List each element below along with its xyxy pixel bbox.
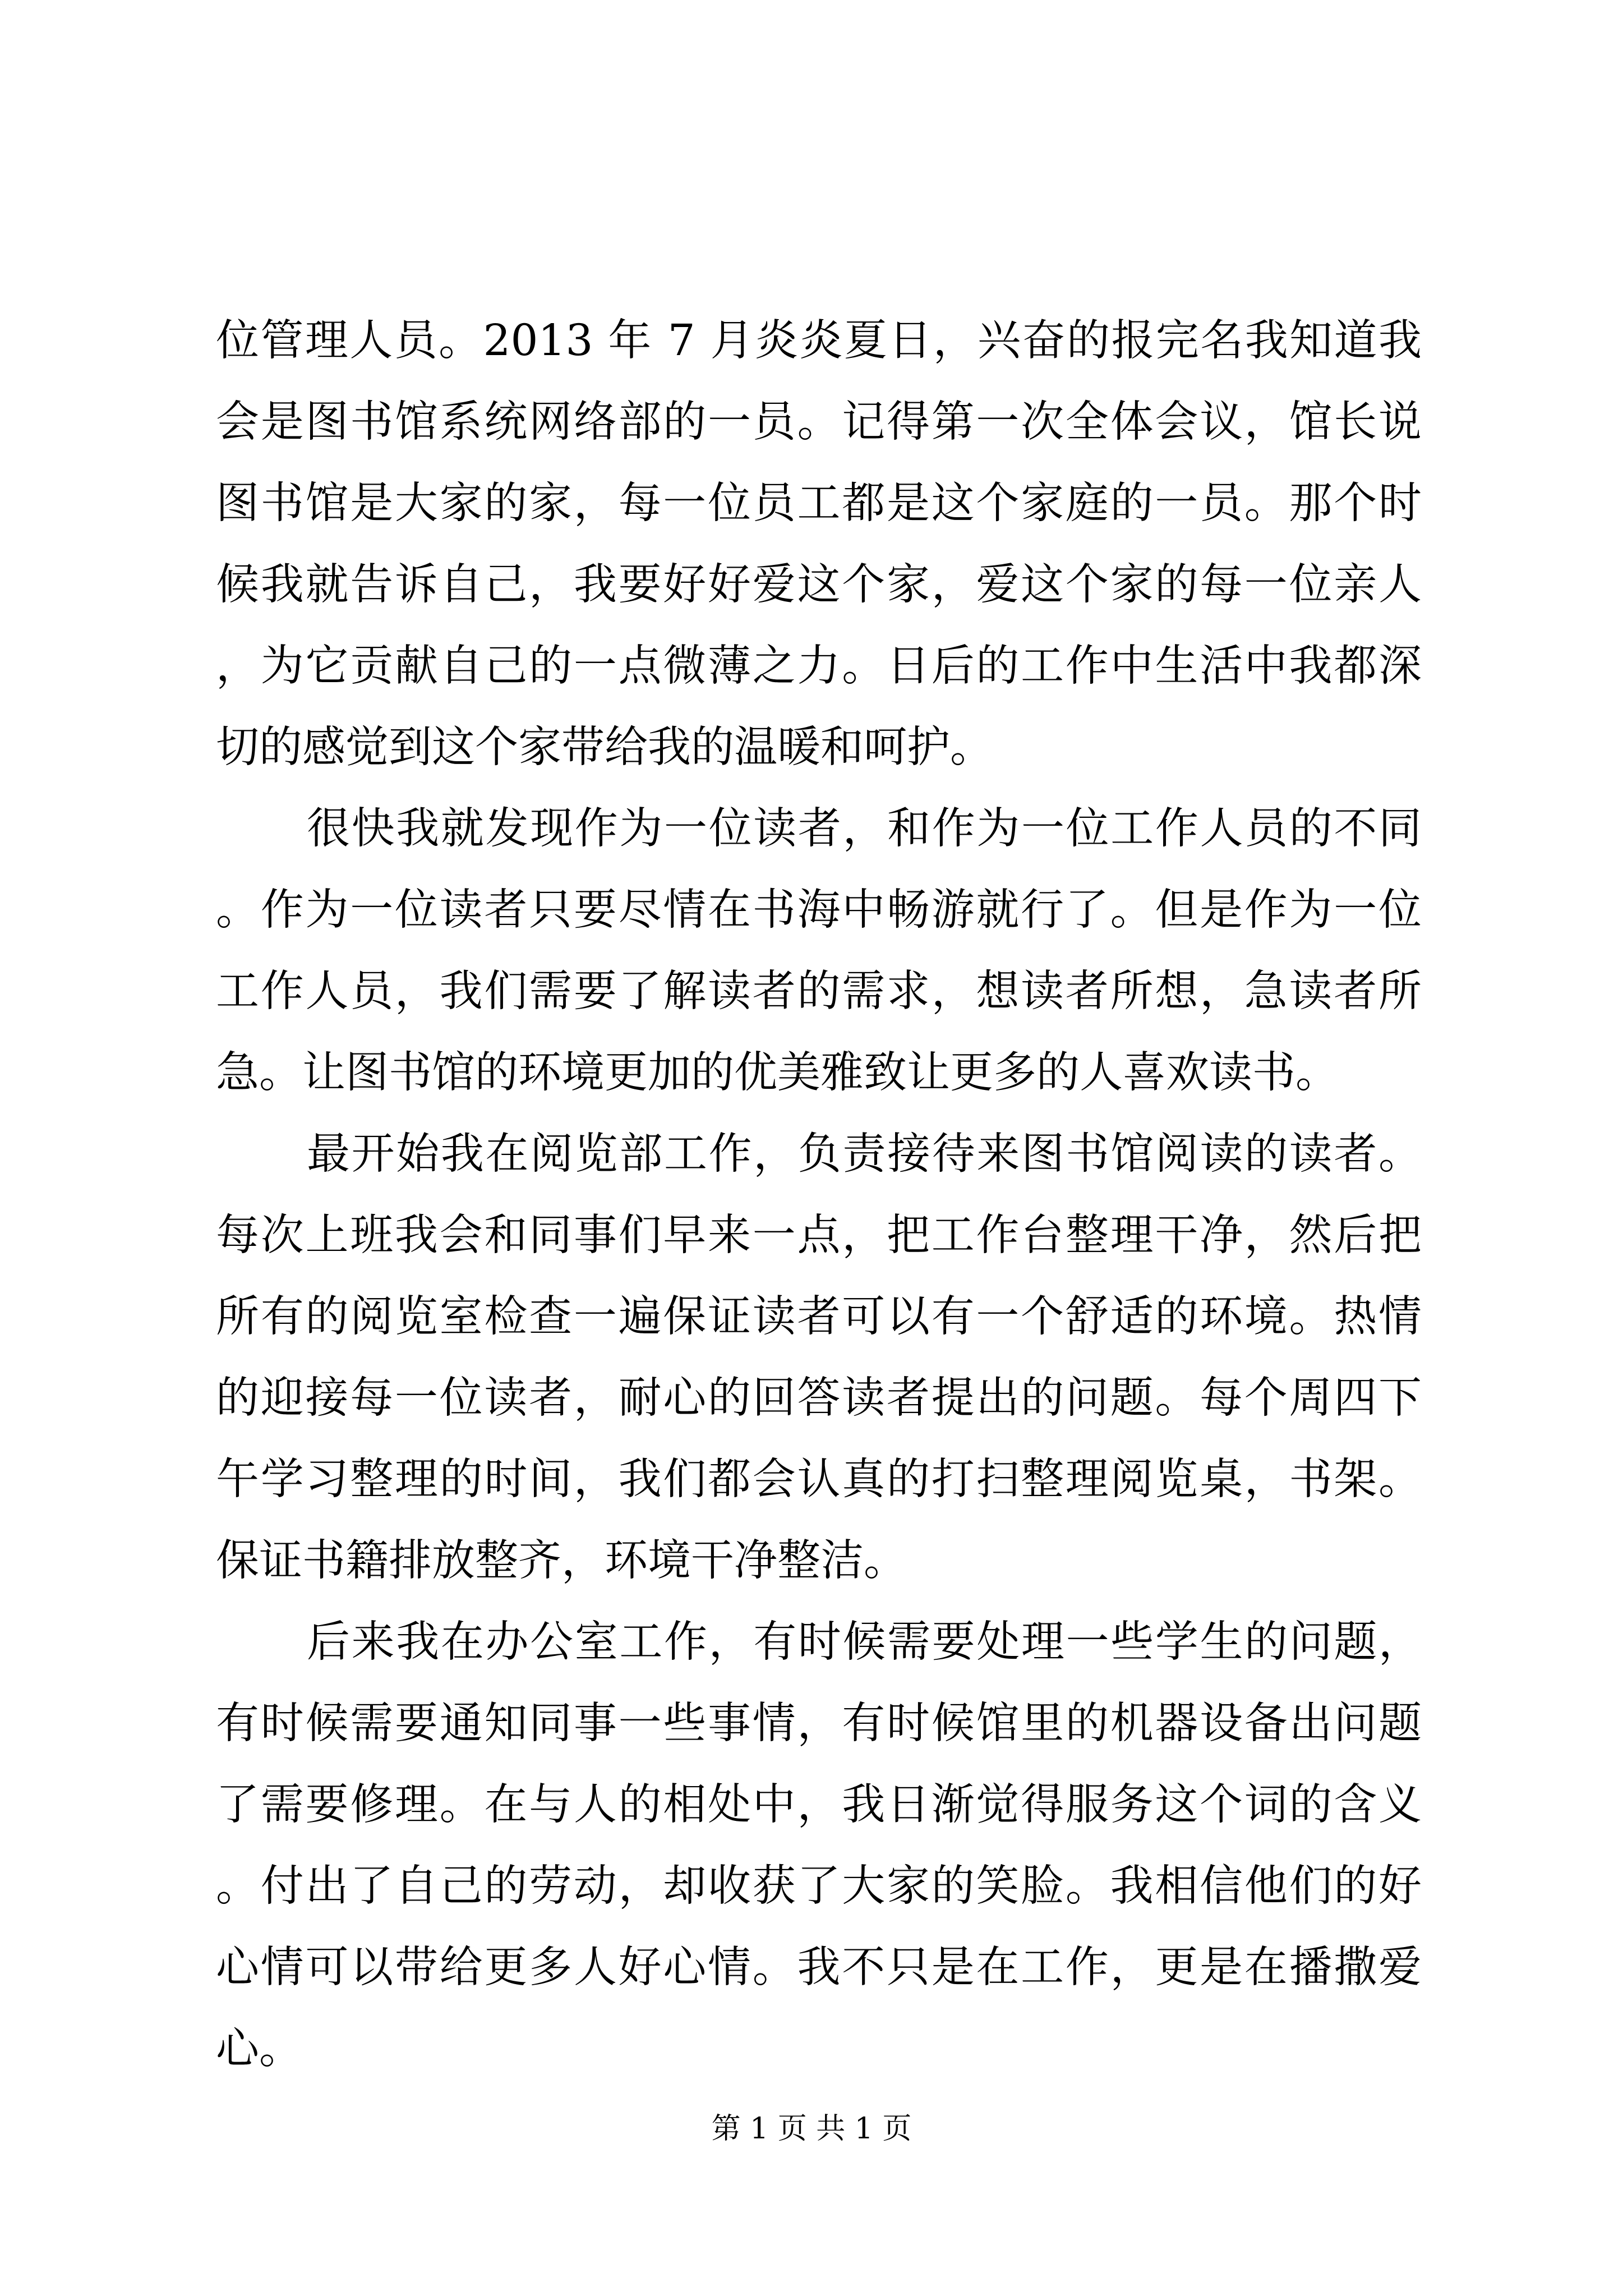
page-number-footer: 第 1 页 共 1 页 [711,2112,912,2146]
paragraph-1: 位管理人员。2013 年 7 月炎炎夏日，兴奋的报完名我知道我会是图书馆系统网络部的一员。记得第一次全体会议，馆长说图书馆是大家的家，每一位员工都是这个家庭的一员。那个时候我就告诉自己，我要好好爱这个家，爱这个家的每一位亲人，为它贡献自己的一点微薄之力。日后的工作中生活中我都深切的感觉到这个家带给我的温暖和呵护。 [216,316,1422,772]
document-body [216,300,1422,2090]
paragraph-3: 最开始我在阅览部工作，负责接待来图书馆阅读的读者。每次上班我会和同事们早来一点，把工作台整理干净，然后把所有的阅览室检查一遍保证读者可以有一个舒适的环境。热情的迎接每一位读者，耐心的回答读者提出的问题。每个周四下午学习整理的时间，我们都会认真的打扫整理阅览桌，书架。保证书籍排放整齐，环境干净整洁。 [216,1129,1422,1586]
paragraph-2: 很快我就发现作为一位读者，和作为一位工作人员的不同。作为一位读者只要尽情在书海中畅游就行了。但是作为一位工作人员，我们需要了解读者的需求，想读者所想，急读者所急。让图书馆的环境更加的优美雅致让更多的人喜欢读书。 [216,804,1422,1098]
paragraph-4: 后来我在办公室工作，有时候需要处理一些学生的问题，有时候需要通知同事一些事情，有时候馆里的机器设备出问题了需要修理。在与人的相处中，我日渐觉得服务这个词的含义。付出了自己的劳动，却收获了大家的笑脸。我相信他们的好心情可以带给更多人好心情。我不只是在工作，更是在播撒爱心。 [216,1617,1422,2074]
